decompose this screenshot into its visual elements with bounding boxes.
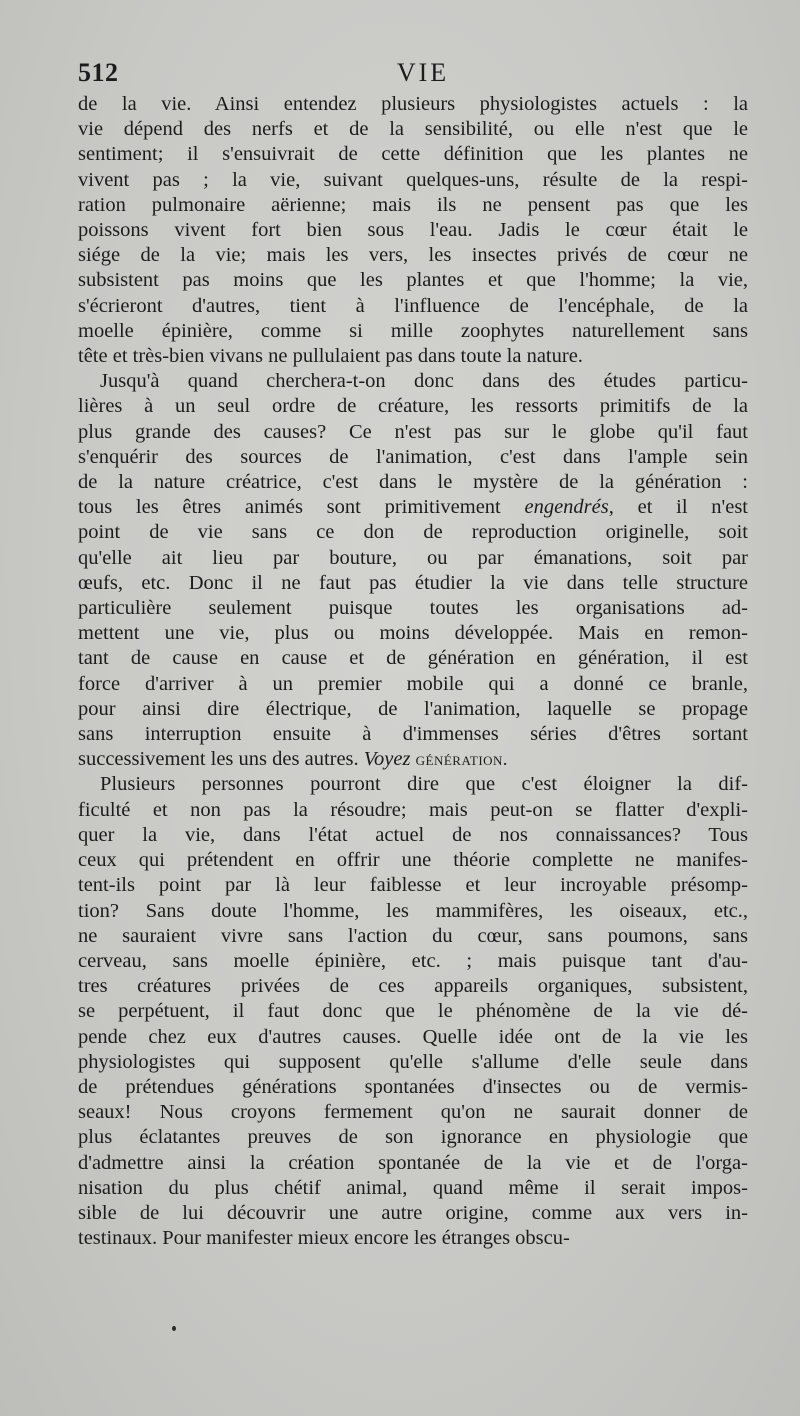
text-line: successivement les uns des autres. Voyez génération. — [78, 748, 508, 771]
see-also-term: génération. — [415, 749, 508, 770]
text-line: pour ainsi dire électrique, de l'animation, laquelle se propage — [78, 697, 748, 720]
body-text — [78, 92, 748, 1251]
text-line: Jusqu'à quand cherchera-t-on donc dans des études particu- — [100, 370, 748, 393]
text-line: ne sauraient vivre sans l'action du cœur, sans poumons, sans — [78, 924, 748, 947]
text-line: moelle épinière, comme si mille zoophytes naturellement sans — [78, 319, 748, 342]
text-line: lières à un seul ordre de créature, les ressorts primitifs de la — [78, 395, 748, 418]
text-line: œufs, etc. Donc il ne faut pas étudier la vie dans telle structure — [78, 571, 748, 594]
text-line: tous les êtres animés sont primitivement engendrés, et il n'est — [78, 496, 749, 519]
text-line: plus éclatantes preuves de son ignorance en physiologie que — [78, 1126, 748, 1149]
text-line: seaux! Nous croyons fermement qu'on ne saurait donner de — [78, 1101, 748, 1124]
text-line: ration pulmonaire aërienne; mais ils ne pensent pas que les — [78, 193, 748, 216]
text-line: siége de la vie; mais les vers, les insectes privés de cœur ne — [78, 244, 748, 267]
text-line: physiologistes qui supposent qu'elle s'allume d'elle seule dans — [78, 1050, 748, 1073]
text-line: particulière seulement puisque toutes les organisations ad- — [78, 597, 748, 620]
text-line: de la nature créatrice, c'est dans le mystère de la génération : — [78, 471, 748, 494]
text-line: tion? Sans doute l'homme, les mammifères, les oiseaux, etc., — [78, 899, 748, 922]
text-line: de prétendues générations spontanées d'insectes ou de vermis- — [78, 1075, 748, 1098]
text-line: tant de cause en cause et de génération en génération, il est — [78, 647, 748, 670]
see-also-prefix: Voyez — [363, 748, 411, 771]
text-line: sible de lui découvrir une autre origine, comme aux vers in- — [78, 1201, 748, 1224]
text-line: d'admettre ainsi la création spontanée de la vie et de l'orga- — [78, 1151, 748, 1174]
paragraph — [78, 369, 748, 772]
text-line: pende chez eux d'autres causes. Quelle idée ont de la vie les — [78, 1025, 748, 1048]
text-line: ficulté et non pas la résoudre; mais peut-on se flatter d'expli- — [78, 798, 748, 821]
text-line: force d'arriver à un premier mobile qui a donné ce branle, — [78, 672, 748, 695]
text-line: mettent une vie, plus ou moins développée. Mais en remon- — [78, 622, 748, 645]
italic-term: engendrés — [524, 496, 609, 519]
text-line: s'écrieront d'autres, tient à l'influence de l'encéphale, de la — [78, 294, 748, 317]
text-line: ceux qui prétendent en offrir une théorie complette ne manifes- — [78, 849, 748, 872]
paragraph — [78, 772, 748, 1251]
text-line: testinaux. Pour manifester mieux encore les étranges obscu- — [78, 1227, 570, 1250]
text-line: tête et très-bien vivans ne pullulaient pas dans toute la nature. — [78, 345, 583, 368]
text-line: plus grande des causes? Ce n'est pas sur le globe qu'il faut — [78, 420, 748, 443]
page-header — [78, 58, 748, 92]
text-line: vie dépend des nerfs et de la sensibilité, ou elle n'est que le — [78, 118, 748, 141]
text-line: Plusieurs personnes pourront dire que c'est éloigner la dif- — [100, 773, 748, 796]
text-line: tres créatures privées de ces appareils organiques, subsistent, — [78, 975, 748, 998]
text-line: s'enquérir des sources de l'animation, c'est dans l'ample sein — [78, 445, 748, 468]
text-line: subsistent pas moins que les plantes et que l'homme; la vie, — [78, 269, 748, 292]
page-number: 512 — [78, 58, 119, 87]
text-line: nisation du plus chétif animal, quand même il serait impos- — [78, 1176, 748, 1199]
text-line: sentiment; il s'ensuivrait de cette définition que les plantes ne — [78, 143, 748, 166]
text-line: point de vie sans ce don de reproduction originelle, soit — [78, 521, 748, 544]
text-line: poissons vivent fort bien sous l'eau. Jadis le cœur était le — [78, 219, 748, 242]
text-line: quer la vie, dans l'état actuel de nos connaissances? Tous — [78, 823, 748, 846]
text-line: tent-ils point par là leur faiblesse et leur incroyable présomp- — [78, 874, 748, 897]
running-title: VIE — [396, 58, 450, 87]
ink-speck — [172, 1326, 176, 1331]
text-line: qu'elle ait lieu par bouture, ou par émanations, soit par — [78, 546, 748, 569]
text-line: sans interruption ensuite à d'immenses séries d'êtres sortant — [78, 723, 748, 746]
text-line: vivent pas ; la vie, suivant quelques-uns, résulte de la respi- — [78, 168, 748, 191]
paragraph — [78, 92, 748, 369]
text-line: de la vie. Ainsi entendez plusieurs physiologistes actuels : la — [78, 93, 748, 115]
text-line: se perpétuent, il faut donc que le phénomène de la vie dé- — [78, 1000, 748, 1023]
text-line: cerveau, sans moelle épinière, etc. ; mais puisque tant d'au- — [78, 949, 748, 972]
